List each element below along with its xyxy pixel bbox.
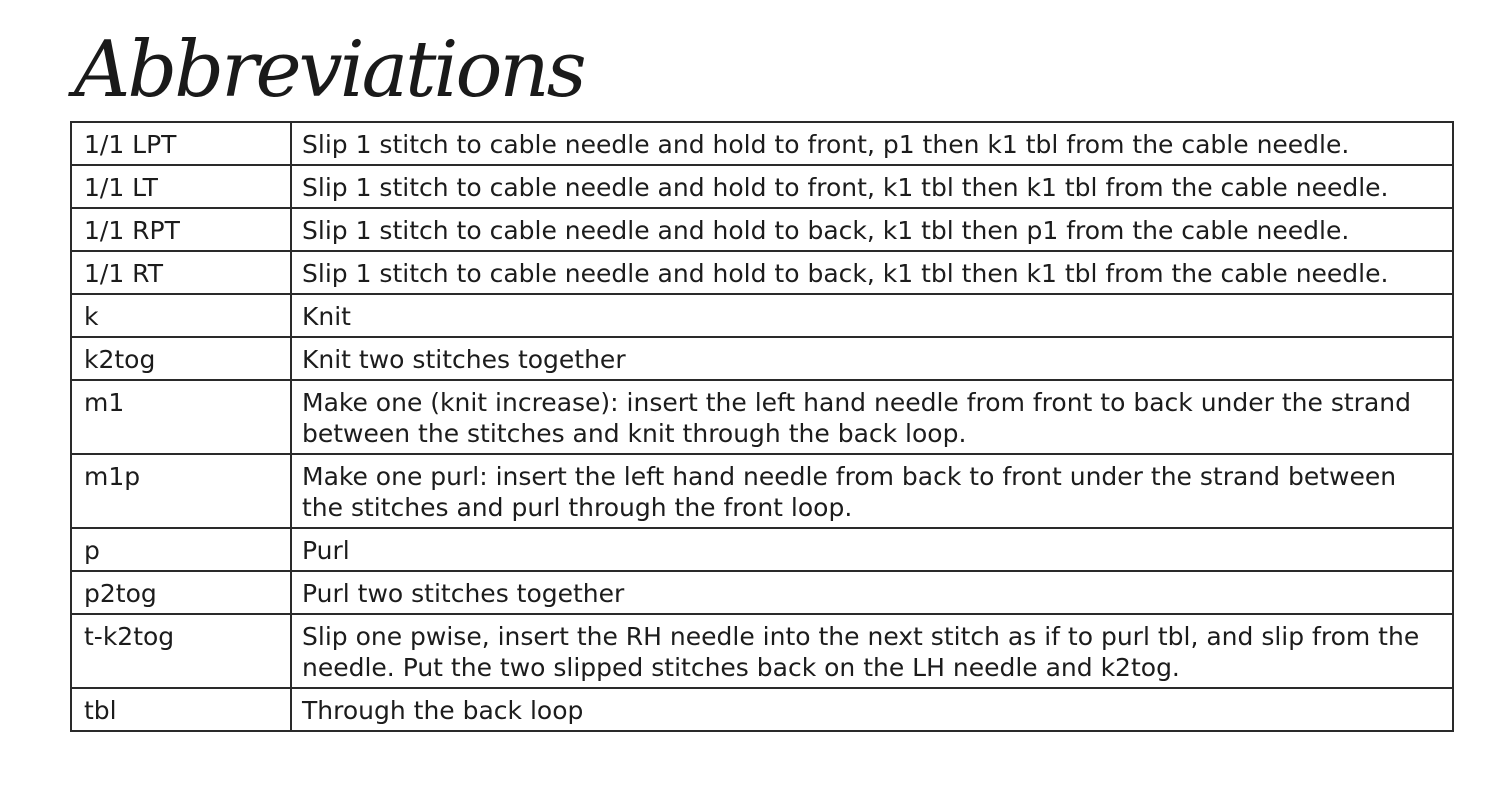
abbreviation-cell: tbl xyxy=(71,688,291,731)
abbreviation-cell: k2tog xyxy=(71,337,291,380)
definition-cell: Make one purl: insert the left hand needle from back to front under the strand between the stitches and purl through the front loop. xyxy=(291,454,1453,528)
table-row xyxy=(71,165,1453,208)
abbreviation-cell: 1/1 LPT xyxy=(71,122,291,165)
definition-cell: Knit xyxy=(291,294,1453,337)
table-row xyxy=(71,122,1453,165)
definition-cell: Slip 1 stitch to cable needle and hold to front, p1 then k1 tbl from the cable needle. xyxy=(291,122,1453,165)
definition-cell: Slip 1 stitch to cable needle and hold to back, k1 tbl then p1 from the cable needle. xyxy=(291,208,1453,251)
abbreviation-cell: k xyxy=(71,294,291,337)
abbreviations-table xyxy=(70,121,1454,732)
definition-cell: Slip 1 stitch to cable needle and hold to front, k1 tbl then k1 tbl from the cable needle. xyxy=(291,165,1453,208)
table-row xyxy=(71,454,1453,528)
definition-cell: Slip one pwise, insert the RH needle into the next stitch as if to purl tbl, and slip from the needle. Put the two slipped stitches back on the LH needle and k2tog. xyxy=(291,614,1453,688)
abbreviation-cell: p2tog xyxy=(71,571,291,614)
definition-cell: Purl xyxy=(291,528,1453,571)
table-row xyxy=(71,614,1453,688)
definition-cell: Make one (knit increase): insert the left hand needle from front to back under the strand between the stitches and knit through the back loop. xyxy=(291,380,1453,454)
abbreviation-cell: 1/1 RT xyxy=(71,251,291,294)
table-row xyxy=(71,294,1453,337)
table-row xyxy=(71,688,1453,731)
table-row xyxy=(71,251,1453,294)
definition-cell: Through the back loop xyxy=(291,688,1453,731)
table-row xyxy=(71,208,1453,251)
abbreviation-cell: 1/1 LT xyxy=(71,165,291,208)
abbreviation-cell: t-k2tog xyxy=(71,614,291,688)
definition-cell: Slip 1 stitch to cable needle and hold to back, k1 tbl then k1 tbl from the cable needle. xyxy=(291,251,1453,294)
abbreviation-cell: m1 xyxy=(71,380,291,454)
abbreviation-cell: p xyxy=(71,528,291,571)
table-row xyxy=(71,571,1453,614)
abbreviation-cell: m1p xyxy=(71,454,291,528)
abbreviation-cell: 1/1 RPT xyxy=(71,208,291,251)
definition-cell: Purl two stitches together xyxy=(291,571,1453,614)
table-row xyxy=(71,380,1453,454)
definition-cell: Knit two stitches together xyxy=(291,337,1453,380)
page-title: Abbreviations xyxy=(74,25,584,115)
table-row xyxy=(71,528,1453,571)
table-row xyxy=(71,337,1453,380)
